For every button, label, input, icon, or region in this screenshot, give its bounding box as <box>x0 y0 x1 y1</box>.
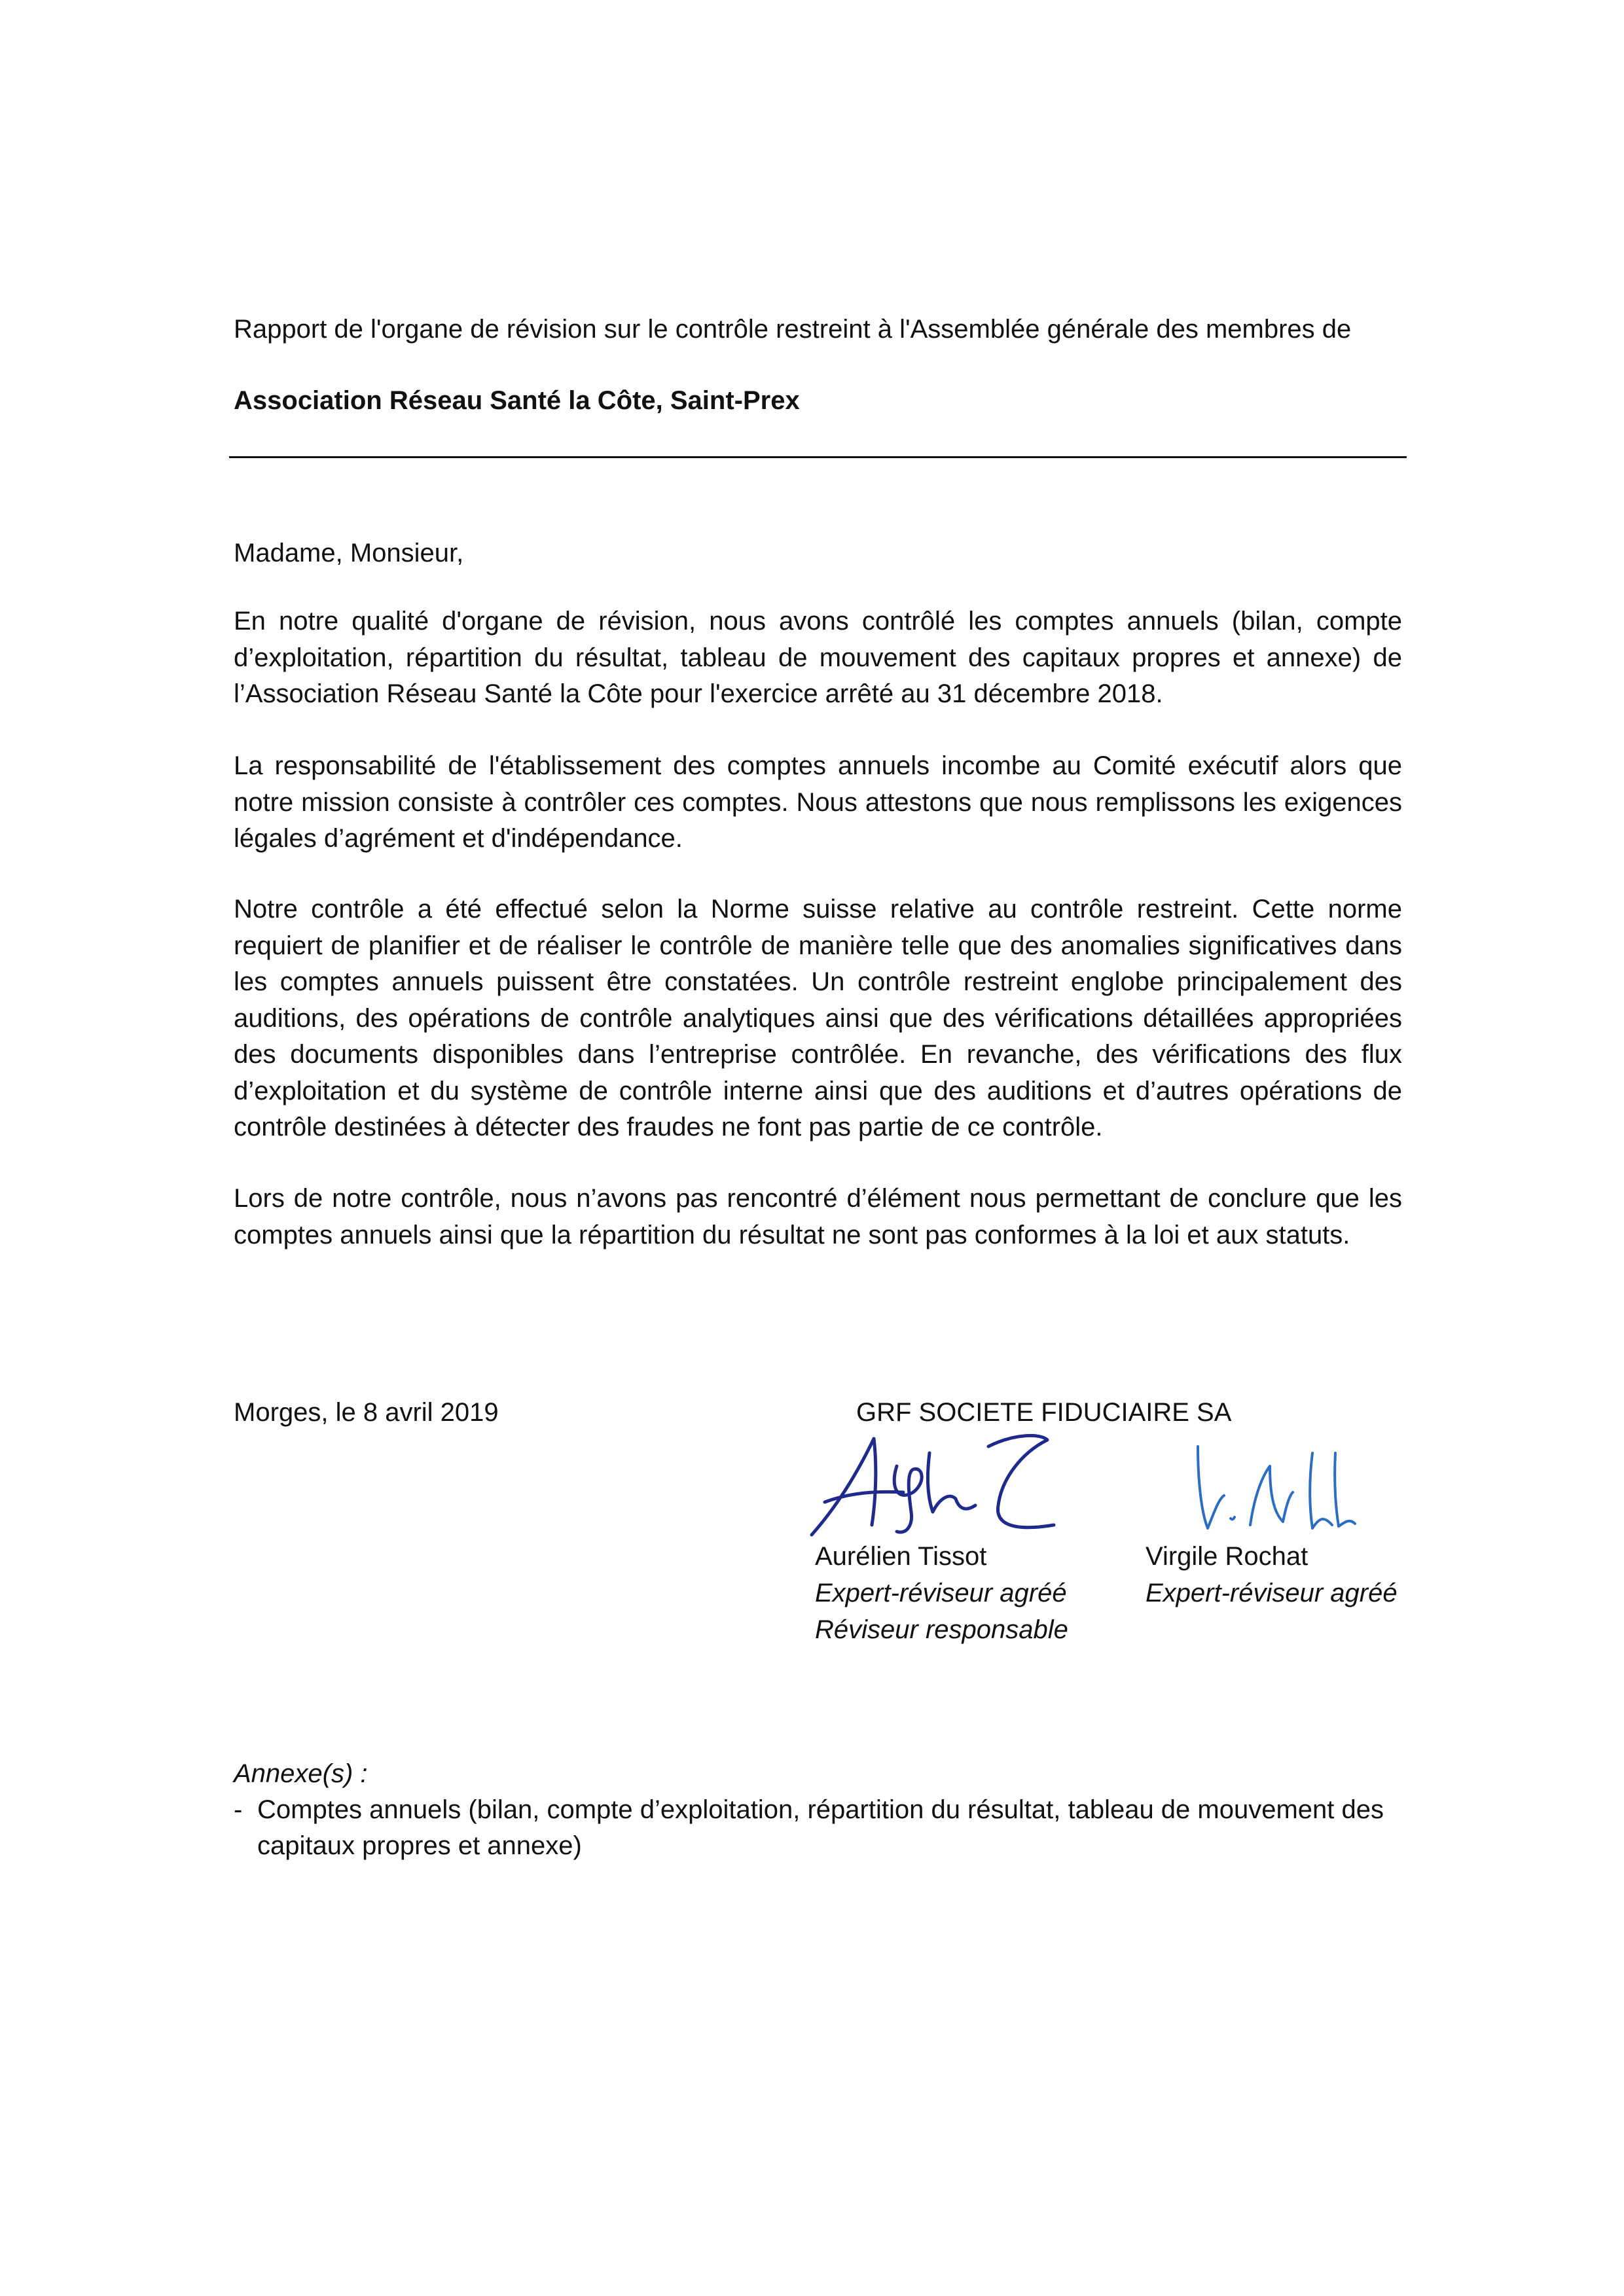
audit-firm-name: GRF SOCIETE FIDUCIAIRE SA <box>856 1398 1232 1427</box>
paragraph-conclusion: Lors de notre contrôle, nous n’avons pas rencontré d’élément nous permettant de conclure que les comptes annuels ainsi que la répartition du résultat ne sont pas conformes à la loi et aux statuts. <box>234 1184 1402 1249</box>
signer-name: Aurélien Tissot <box>815 1542 987 1571</box>
paragraph-responsibility: La responsabilité de l'établissement des comptes annuels incombe au Comité exécutif alors que notre mission consiste à contrôler ces comptes. Nous attestons que nous remplissons les exigences légales d’agrément et d'indépendance. <box>234 751 1402 853</box>
list-bullet: - <box>234 1795 243 1824</box>
place-and-date: Morges, le 8 avril 2019 <box>234 1398 499 1427</box>
signer-name: Virgile Rochat <box>1146 1542 1308 1571</box>
signer-2 <box>1146 1538 1398 1611</box>
signer-1 <box>815 1538 1068 1648</box>
signer-title: Expert-réviseur agréé <box>1146 1579 1398 1607</box>
signer-role: Réviseur responsable <box>815 1615 1068 1644</box>
annex-title: Annexe(s) : <box>234 1759 368 1788</box>
annex-item: Comptes annuels (bilan, compte d’exploitation, répartition du résultat, tableau de mouvement des capitaux propres et annexe) <box>257 1795 1384 1860</box>
paragraph-scope: En notre qualité d'organe de révision, nous avons contrôlé les comptes annuels (bilan, compte d’exploitation, répartition du résultat, tableau de mouvement des capitaux propres et annexe) de l’Association Réseau Santé la Côte pour l'exercice arrêté au 31 décembre 2018. <box>234 607 1402 708</box>
salutation: Madame, Monsieur, <box>234 539 464 567</box>
report-heading: Rapport de l'organe de révision sur le contrôle restreint à l'Assemblée générale des membres de <box>234 315 1352 344</box>
signature-aurelien-tissot <box>799 1427 1054 1545</box>
annex-list <box>234 1792 1412 1864</box>
horizontal-divider <box>229 456 1407 458</box>
paragraph-standard: Notre contrôle a été effectué selon la Norme suisse relative au contrôle restreint. Cette norme requiert de planifier et de réaliser le contrôle de manière telle que des anomalies significatives dans les comptes annuels puissent être constatées. Un contrôle restreint englobe principalement des auditions, des opérations de contrôle analytiques ainsi que des vérifications détaillées appropriées des documents disponibles dans l’entreprise contrôlée. En revanche, des vérifications des flux d’exploitation et du système de contrôle interne ainsi que des auditions et d’autres opérations de contrôle destinées à détecter des fraudes ne font pas partie de ce contrôle. <box>234 895 1402 1141</box>
signature-virgile-rochat <box>1178 1440 1362 1545</box>
signer-title: Expert-réviseur agréé <box>815 1579 1067 1607</box>
entity-name: Association Réseau Santé la Côte, Saint-Prex <box>234 386 800 415</box>
